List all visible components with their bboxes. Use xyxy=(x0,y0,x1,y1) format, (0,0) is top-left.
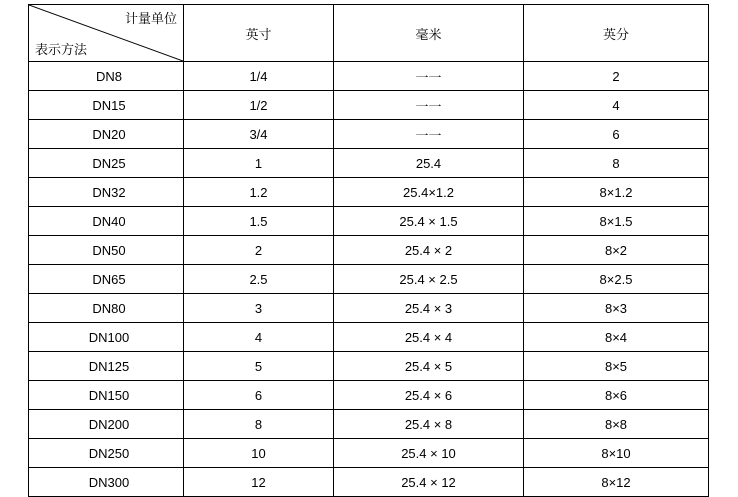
diagonal-header-cell xyxy=(29,5,184,62)
cell-fen: 4 xyxy=(524,91,709,120)
table-row xyxy=(29,236,709,265)
cell-mm: 25.4 × 2 xyxy=(334,236,524,265)
cell-inch: 8 xyxy=(184,410,334,439)
cell-mm: 25.4 × 5 xyxy=(334,352,524,381)
unit-conversion-table xyxy=(28,4,709,497)
table-header xyxy=(29,5,709,62)
cell-inch: 3/4 xyxy=(184,120,334,149)
cell-mm: 一一 xyxy=(334,120,524,149)
column-header-mm: 毫米 xyxy=(334,5,524,62)
cell-fen: 8×5 xyxy=(524,352,709,381)
row-label: DN125 xyxy=(29,352,184,381)
cell-fen: 8×2 xyxy=(524,236,709,265)
cell-inch: 2 xyxy=(184,236,334,265)
cell-inch: 5 xyxy=(184,352,334,381)
cell-inch: 6 xyxy=(184,381,334,410)
row-label: DN15 xyxy=(29,91,184,120)
cell-fen: 6 xyxy=(524,120,709,149)
row-label: DN50 xyxy=(29,236,184,265)
cell-fen: 8×1.2 xyxy=(524,178,709,207)
cell-inch: 1/2 xyxy=(184,91,334,120)
cell-inch: 1/4 xyxy=(184,62,334,91)
table-row xyxy=(29,323,709,352)
row-label: DN250 xyxy=(29,439,184,468)
table-body xyxy=(29,62,709,497)
table-row xyxy=(29,178,709,207)
table-row xyxy=(29,91,709,120)
cell-mm: 一一 xyxy=(334,62,524,91)
cell-inch: 2.5 xyxy=(184,265,334,294)
cell-fen: 8×2.5 xyxy=(524,265,709,294)
row-label: DN100 xyxy=(29,323,184,352)
cell-inch: 1.2 xyxy=(184,178,334,207)
table-header-row xyxy=(29,5,709,62)
cell-fen: 8×8 xyxy=(524,410,709,439)
cell-mm: 25.4 × 6 xyxy=(334,381,524,410)
row-label: DN32 xyxy=(29,178,184,207)
table-row xyxy=(29,352,709,381)
cell-fen: 2 xyxy=(524,62,709,91)
row-label: DN8 xyxy=(29,62,184,91)
row-label: DN25 xyxy=(29,149,184,178)
cell-mm: 25.4 xyxy=(334,149,524,178)
header-notation-label: 表示方法 xyxy=(35,42,88,57)
row-label: DN80 xyxy=(29,294,184,323)
cell-fen: 8×1.5 xyxy=(524,207,709,236)
cell-mm: 25.4 × 4 xyxy=(334,323,524,352)
cell-inch: 1.5 xyxy=(184,207,334,236)
cell-mm: 25.4 × 3 xyxy=(334,294,524,323)
column-header-fen: 英分 xyxy=(524,5,709,62)
column-header-inch: 英寸 xyxy=(184,5,334,62)
row-label: DN65 xyxy=(29,265,184,294)
table-row xyxy=(29,410,709,439)
cell-fen: 8×6 xyxy=(524,381,709,410)
row-label: DN200 xyxy=(29,410,184,439)
row-label: DN40 xyxy=(29,207,184,236)
cell-mm: 25.4 × 12 xyxy=(334,468,524,497)
cell-fen: 8×10 xyxy=(524,439,709,468)
cell-mm: 25.4×1.2 xyxy=(334,178,524,207)
cell-mm: 25.4 × 1.5 xyxy=(334,207,524,236)
cell-fen: 8×12 xyxy=(524,468,709,497)
cell-inch: 3 xyxy=(184,294,334,323)
table-row xyxy=(29,120,709,149)
table-row xyxy=(29,468,709,497)
row-label: DN300 xyxy=(29,468,184,497)
cell-fen: 8 xyxy=(524,149,709,178)
table-row xyxy=(29,439,709,468)
row-label: DN150 xyxy=(29,381,184,410)
cell-fen: 8×4 xyxy=(524,323,709,352)
header-unit-label: 计量单位 xyxy=(124,11,177,26)
cell-inch: 1 xyxy=(184,149,334,178)
cell-mm: 25.4 × 10 xyxy=(334,439,524,468)
cell-inch: 12 xyxy=(184,468,334,497)
cell-mm: 25.4 × 8 xyxy=(334,410,524,439)
row-label: DN20 xyxy=(29,120,184,149)
cell-inch: 4 xyxy=(184,323,334,352)
cell-inch: 10 xyxy=(184,439,334,468)
table-row xyxy=(29,207,709,236)
table-row xyxy=(29,381,709,410)
table-row xyxy=(29,294,709,323)
cell-mm: 一一 xyxy=(334,91,524,120)
table-row xyxy=(29,265,709,294)
cell-mm: 25.4 × 2.5 xyxy=(334,265,524,294)
cell-fen: 8×3 xyxy=(524,294,709,323)
table-row xyxy=(29,149,709,178)
table-row xyxy=(29,62,709,91)
